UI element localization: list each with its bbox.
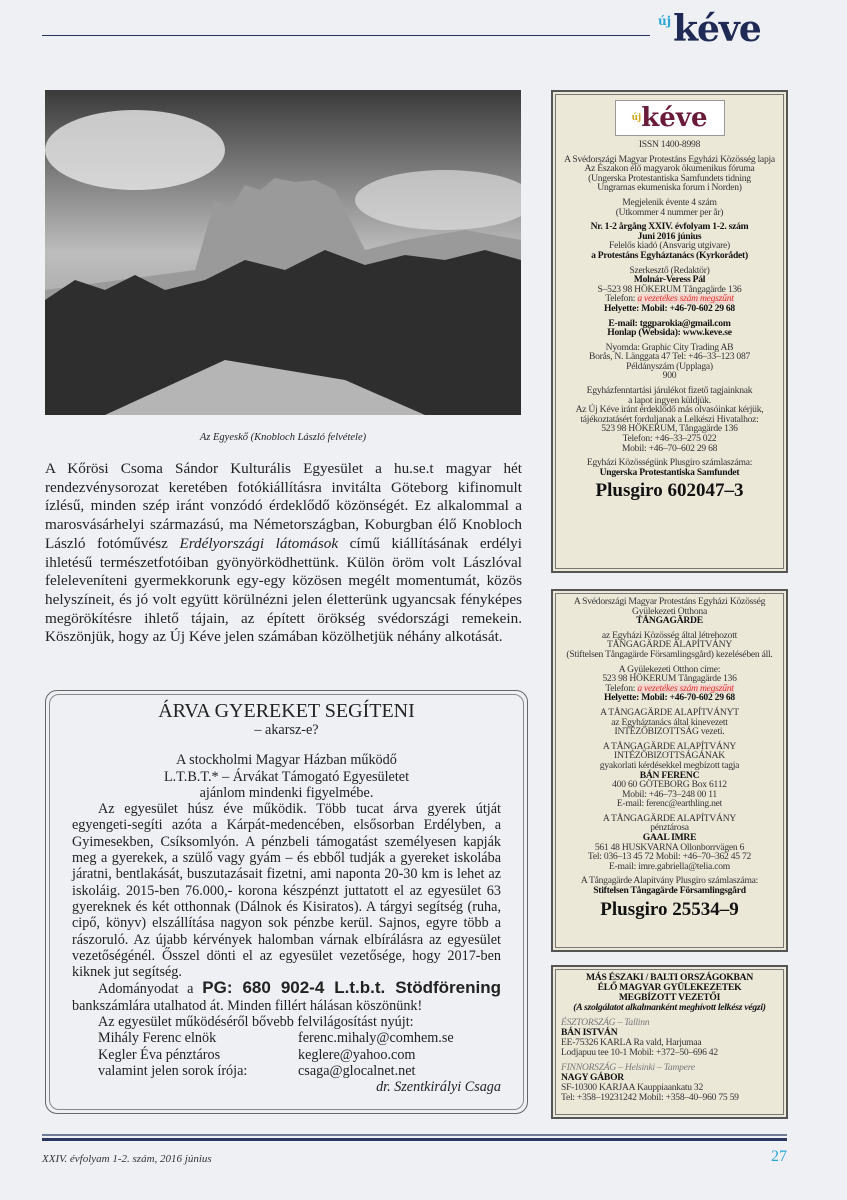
logo-prefix: új (658, 14, 672, 28)
line-text: A TÅNGAGÄRDE ALAPÍTVÁNYT (600, 706, 739, 718)
line-text: S–523 98 HÖKERUM Tångagärde 136 (597, 283, 742, 295)
line-text: A TÅNGAGÄRDE ALAPÍTVÁNY (602, 740, 737, 752)
magazine-logo (658, 8, 761, 50)
line-text: INTÉZŐBIZOTTSÁG vezeti. (614, 726, 725, 738)
logo-prefix: új (631, 113, 642, 123)
article-paragraph-end: című kiállításának erdélyi ihletésű természetfotóiban gyönyörködhettünk. Külön öröm volt Lászlóval feleleveníteni gyermekkorunk egy-egy közösen megélt momentumát, közös helyszíneit, és jó volt együtt körülnézni jelen életterünk ugyancsak fényképes megörökítésre ihlető tájain, az épített örökség svédországi remekein. Köszönjük, hogy az Új Kéve jelen számában közölhetjük néhány alkotását. (45, 534, 522, 646)
contact-name: valamint jelen sorok írója: (98, 1062, 248, 1079)
line-text: MÁS ÉSZAKI / BALTI ORSZÁGOKBAN (585, 972, 753, 983)
mountain-photo (45, 90, 521, 415)
info-line (557, 616, 782, 626)
line-text: Tel: +358–19231242 Mobil: +358–40–960 75 59 (561, 1092, 739, 1103)
line-text: az Egyháztanács által kinevezett (611, 716, 728, 728)
line-text: 561 48 HUSKVARNA Ollonborrvägen 6 (594, 841, 745, 853)
info-line (557, 183, 782, 193)
line-text: az Egyházi Közösség által létrehozott (601, 629, 738, 641)
contact-list (72, 1030, 501, 1079)
line-text: Juni 2016 június (637, 230, 702, 242)
exhibition-title: Erdélyországi látomások (179, 534, 339, 552)
line-text: Tel: 036–13 45 72 Mobil: +46–70–362 45 72 (587, 851, 752, 863)
line-text: Nyomda: Graphic City Trading AB (605, 341, 734, 353)
article-paragraph: A Kőrösi Csoma Sándor Kulturális Egyesület a hu.se.t magyar hét rendezvénysorozat keretében fotókiállításra invitálta Göteborg kifinomult ízlésű, minden szép iránt vonzódó érdeklődő közönségét. Ez alkalommal a marosvásárhelyi származású, ma Németországban, Koburgban élő Knobloch László fotóművész (45, 460, 522, 552)
article-text (45, 460, 522, 647)
line-text: EE-75326 KARLA Ra vald, Harjumaa (561, 1037, 702, 1048)
line-text: TÅNGAGÄRDE ALAPÍTVÁNY (606, 639, 733, 651)
line-text: MEGBÍZOTT VEZETŐI (618, 992, 721, 1003)
box-body: Az egyesület húsz éve működik. Több tucat árva gyerek útját egyengeti-segíti azóta a Kárpát-medencében, elsősorban Erdélyben, a Gyimesekben, Csíksomlyón. A pénzbeli támogatást személyesen kapják meg a gyerekek, a szülő vagy gyám – és ebből tudják a gyereket iskolába járatni, bentlakását, buszutazásait fizetni, ami naponta 20-30 km is lehet az iskoláig. 2015-ben 76.000,- korona készpénzt juttatott el az egyesület 63 gyereknek és két otthonnak (Dálnok és Kisiratos). A tárgyi segítség (ruha, cipő, könyv) elszállítása nagyon sok pénzbe kerül. Sajnos, egyre több a rászoruló. Az újabb kérvények halomban várnak elbírálásra az egyesület vezetőségénél. Ősszel dönti el az egyesület vezetősége, hogy 2017-ben kiknek jut segítség. (72, 801, 501, 981)
tangagarde-box (551, 589, 788, 952)
line-text: E-mail: imre.gabriella@telia.com (609, 860, 730, 872)
line-text: Egyházi Közösségünk Plusgiro számlaszáma: (586, 457, 753, 469)
masthead-box (551, 90, 788, 573)
line-text: 900 (662, 370, 677, 382)
contact-email[interactable]: ferenc.mihaly@comhem.se (298, 1030, 454, 1047)
info-line: Az egyesület működéséről bővebb felvilágosítást nyújt: (98, 1014, 414, 1031)
info-line (557, 468, 782, 478)
info-line (557, 1048, 782, 1058)
line-text: Telefon: (605, 682, 636, 694)
contact-email[interactable]: csaga@glocalnet.net (298, 1062, 416, 1079)
line-text: Ungrarnas ekumeniska forum i Norden) (597, 182, 742, 194)
line-text: a lapot ingyen küldjük. (628, 394, 711, 406)
line-text: A TÅNGAGÄRDE ALAPÍTVÁNY (602, 812, 737, 824)
line-text: Felelős kiadó (Ansvarig utgivare) (609, 240, 730, 252)
logo-text: kéve (641, 103, 708, 133)
line-text: E-mail: tggparokia@gmail.com (608, 317, 731, 329)
contact-email[interactable]: keglere@yahoo.com (298, 1046, 416, 1063)
line-text: Az Új Kéve iránt érdeklődő más olvasóinkat kérjük, (575, 404, 764, 416)
line-text: Mobil: +46–73–248 00 11 (622, 788, 717, 800)
line-text: a Protestáns Egyháztanács (Kyrkorådet) (591, 249, 748, 261)
contact-name: Kegler Éva pénztáros (98, 1046, 221, 1063)
line-text: ISSN 1400-8998 (638, 139, 701, 150)
intro-line: ajánlom mindenki figyelmébe. (199, 784, 374, 801)
donation-text (72, 980, 501, 1014)
line-text: pénztárosa (650, 822, 689, 834)
masthead-logo (615, 100, 725, 136)
line-text: NAGY GÁBOR (561, 1072, 624, 1083)
info-line (557, 208, 782, 218)
box-subtitle: – akarsz-e? (254, 722, 319, 738)
intro-line: A stockholmi Magyar Házban működő (176, 752, 397, 769)
line-text: A Svédországi Magyar Protestáns Egyházi Közösség lapja (564, 153, 775, 165)
line-text: Molnár-Veress Pál (633, 274, 706, 286)
box-title: ÁRVA GYEREKET SEGÍTENI (158, 700, 415, 722)
line-text: Az Északon élő magyarok ökumenikus fóruma (584, 163, 755, 175)
info-line (557, 140, 782, 150)
line-text: A Gyülekezeti Otthon címe: (618, 663, 721, 675)
line-text: Példányszám (Upplaga) (626, 360, 713, 372)
intro-line: L.T.B.T.* – Árvákat Támogató Egyesületet (163, 768, 410, 785)
line-text: A Svédországi Magyar Protestáns Egyházi Közösség (573, 596, 766, 607)
line-text: (Utkommer 4 nummer per år) (615, 206, 724, 218)
line-text: (A szolgálatot alkalmanként meghívott lelkész végzi) (573, 1002, 766, 1013)
info-line (557, 304, 782, 314)
info-line (557, 1093, 782, 1103)
footer-rule (42, 1138, 787, 1141)
photo-caption: Az Egyeskő (Knobloch László felvétele) (199, 432, 367, 443)
line-text: 523 98 HÖKERUM Tångagärde 136 (602, 673, 737, 685)
page-number: 27 (771, 1148, 787, 1165)
line-text: Plusgiro 25534–9 (600, 898, 739, 920)
line-text: E-mail: ferenc@earthling.net (616, 798, 723, 810)
issue-info: XXIV. évfolyam 1-2. szám, 2016 június (42, 1153, 212, 1165)
line-text: 400 60 GÖTEBORG Box 6112 (612, 779, 727, 791)
discontinued-notice: a vezetékes szám megszűnt (637, 682, 734, 694)
line-text: Gyülekezeti Otthona (632, 605, 707, 617)
info-line (557, 650, 782, 660)
plusgiro-number (557, 479, 782, 503)
line-text: Helyette: Mobil: +46-70-602 29 68 (604, 302, 735, 314)
header-rule (42, 35, 650, 36)
bank-account: PG: 680 902-4 L.t.b.t. Stödförening (202, 978, 501, 998)
line-text: BÁN FERENC (639, 769, 700, 781)
info-line (557, 251, 782, 261)
nordic-congregations-box (551, 965, 788, 1119)
line-text: BÁN ISTVÁN (561, 1027, 618, 1038)
info-line (557, 886, 782, 896)
line-text: Egyházfenntartási járulékot fizető tagjainknak (586, 385, 753, 397)
line-text: Nr. 1-2 årgång XXIV. évfolyam 1-2. szám (590, 221, 749, 233)
orphan-support-box (45, 690, 528, 1114)
info-line (557, 693, 782, 703)
line-text: gyakorlati kérdésekkel megbízott tagja (599, 759, 740, 771)
line-text: TÅNGAGÄRDE (636, 615, 703, 627)
line-text: Szerkesztő (Redaktör) (629, 264, 710, 276)
info-line (557, 1003, 782, 1013)
info-line (557, 799, 782, 809)
line-text: Telefon: (605, 293, 636, 305)
line-text: GAAL IMRE (642, 832, 697, 844)
info-line (557, 371, 782, 381)
discontinued-notice: a vezetékes szám megszűnt (637, 293, 734, 305)
line-text: Stiftelsen Tångagärde Församlingsgård (593, 885, 746, 897)
info-line (557, 862, 782, 872)
line-text: INTÉZŐBIZOTTSÁGÁNAK (614, 750, 725, 762)
line-text: (Ungerska Protestantiska Samfundets tidning (588, 172, 751, 184)
line-text: Telefon: +46–33–275 022 (622, 433, 717, 445)
footer-rule (42, 1134, 787, 1136)
line-text: Plusgiro 602047–3 (595, 480, 744, 502)
donation-post: bankszámlára utalhatod át. Minden fillért hálásan köszönünk! (72, 997, 423, 1014)
line-text: FINNORSZÁG – Helsinki – Tampere (561, 1062, 695, 1073)
line-text: Lodjapuu tee 10-1 Mobil: +372–50–696 42 (561, 1047, 718, 1058)
line-text: tájékoztatásért forduljanak a Lelkészi Hivatalhoz: (580, 413, 759, 425)
info-line (557, 328, 782, 338)
donation-pre: Adományodat a (98, 981, 203, 998)
info-line (557, 444, 782, 454)
line-text: Megjelenik évente 4 szám (622, 196, 717, 208)
line-text: SF-10300 KARJAA Kauppiaankatu 32 (561, 1082, 704, 1093)
line-text: Ungerska Protestantiska Samfundet (599, 466, 740, 478)
line-text: ÉLŐ MAGYAR GYÜLEKEZETEK (597, 982, 742, 993)
line-text: 523 98 HÖKERUM, Tångagärde 136 (601, 423, 738, 435)
line-text: A Tångagärde Alapítvány Plusgiro számlaszáma: (580, 875, 759, 887)
logo-text: kéve (673, 8, 761, 50)
line-text: Borås, N. Länggata 47 Tel: +46–33–123 087 (588, 351, 751, 363)
line-text: Helyette: Mobil: +46-70-602 29 68 (604, 692, 735, 704)
line-text: (Stiftelsen Tångagärde Församlingsgård) kezelésében áll. (566, 648, 773, 660)
line-text: Mobil: +46–70–602 29 68 (621, 442, 718, 454)
line-text: ÉSZTORSZÁG – Tallinn (561, 1017, 650, 1028)
signature: dr. Szentkirályi Csaga (376, 1079, 501, 1096)
plusgiro-number (557, 898, 782, 922)
line-text: Honlap (Websida): www.keve.se (607, 327, 732, 339)
contact-name: Mihály Ferenc elnök (98, 1030, 217, 1047)
info-line (557, 727, 782, 737)
